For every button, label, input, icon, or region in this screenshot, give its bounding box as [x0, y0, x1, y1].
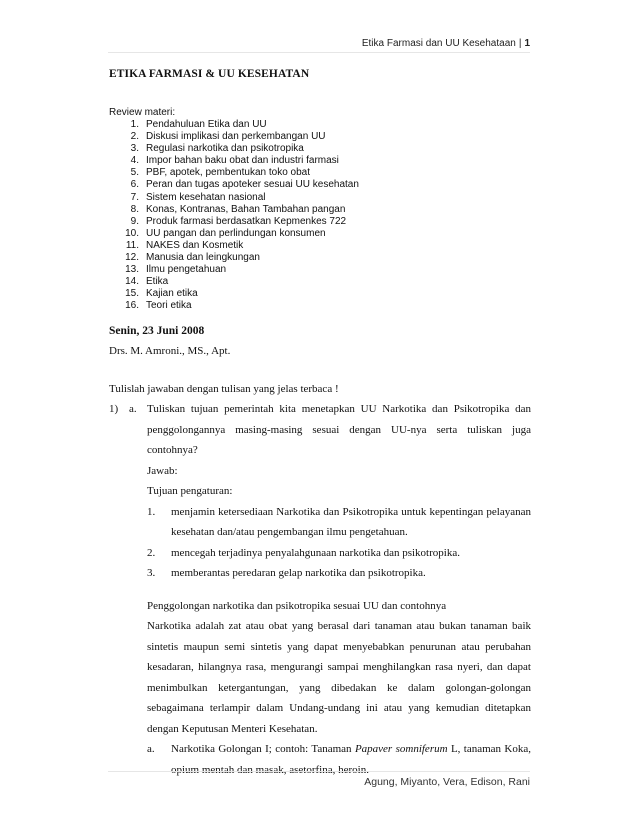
review-item-number: 5. — [130, 167, 139, 179]
lecturer-name: Drs. M. Amroni., MS., Apt. — [109, 345, 231, 357]
goal-line: menjamin ketersediaan Narkotika dan Psikotropika untuk kepentingan pelayanan — [171, 505, 531, 518]
review-item-number: 12. — [125, 252, 139, 264]
question-1 — [109, 399, 531, 780]
golongan-item — [147, 739, 531, 780]
footer-authors: Agung, Miyanto, Vera, Edison, Rani — [364, 776, 530, 788]
review-item-text: Etika — [146, 276, 169, 288]
review-item-text: Sistem kesehatan nasional — [146, 191, 266, 203]
goal-item — [147, 563, 531, 584]
review-item-text: Impor bahan baku obat dan industri farmasi — [146, 155, 339, 167]
goal-number: 1. — [147, 505, 156, 518]
review-item-text: Ilmu pengetahuan — [146, 264, 227, 276]
review-item-number: 16. — [125, 300, 139, 312]
golongan-text-after: L, tanaman Koka, — [450, 743, 532, 755]
review-item-text: UU pangan dan perlindungan konsumen — [146, 227, 326, 239]
goals-label: Tujuan pengaturan: — [147, 485, 233, 497]
goal-line: memberantas peredaran gelap narkotika dan psikotropika. — [171, 567, 426, 579]
review-item-text: Konas, Kontranas, Bahan Tambahan pangan — [146, 203, 346, 215]
definition-line: menimbulkan ketergantungan, yang dibedakan ke dalam golongan-golongan — [147, 681, 531, 694]
page-number: 1 — [524, 38, 530, 49]
question-body — [147, 399, 531, 780]
review-item-number: 13. — [125, 264, 139, 276]
review-item-text: Regulasi narkotika dan psikotropika — [146, 143, 304, 155]
document-title: ETIKA FARMASI & UU KESEHATAN — [109, 68, 310, 80]
question-number: 1) — [109, 403, 119, 415]
review-item-number: 7. — [130, 191, 139, 203]
review-label: Review materi: — [109, 107, 176, 118]
review-item-number: 4. — [130, 155, 139, 167]
golongan-letter: a. — [147, 743, 155, 755]
golongan-line — [171, 739, 531, 760]
question-line-1: Tuliskan tujuan pemerintah kita menetapkan UU Narkotika dan Psikotropika dan — [147, 403, 531, 415]
review-item-number: 6. — [130, 179, 139, 191]
species-name: Papaver somniferum — [354, 743, 448, 755]
goal-item — [147, 502, 531, 543]
header-separator: | — [518, 38, 522, 49]
question-part: a. — [129, 403, 137, 415]
definition-line: sebagaimana terlampir dalam Undang-undang ini atau yang kemudian ditetapkan — [147, 702, 531, 714]
question-line-2: penggolongannya masing-masing sesuai dengan UU-nya serta tuliskan juga contohnya? — [147, 423, 531, 456]
review-item-number: 8. — [130, 203, 139, 215]
classification-heading: Penggolongan narkotika dan psikotropika sesuai UU dan contohnya — [147, 599, 447, 612]
footer-rule — [108, 771, 530, 772]
review-item-text: PBF, apotek, pembentukan toko obat — [146, 167, 310, 179]
review-item-text: Produk farmasi berdasatkan Kepmenkes 722 — [146, 215, 347, 227]
spacer — [147, 584, 531, 596]
review-item-number: 10. — [125, 227, 139, 239]
definition-line: dengan Keputusan Menteri Kesehatan. — [147, 722, 318, 735]
goal-number: 3. — [147, 567, 156, 579]
goal-line: kesehatan dan/atau pengembangan ilmu pengetahuan. — [171, 526, 408, 538]
review-item-text: Kajian etika — [146, 288, 198, 300]
review-item-number: 15. — [125, 288, 139, 300]
review-item-number: 1. — [130, 119, 139, 130]
review-item-number: 9. — [130, 215, 139, 227]
definition-line: kesadaran, hilangnya rasa, mengurangi sampai menghilangkan rasa nyeri, dan dapat — [147, 661, 531, 673]
review-item-number: 3. — [130, 143, 139, 155]
session-date: Senin, 23 Juni 2008 — [109, 325, 205, 337]
review-item-text: Diskusi implikasi dan perkembangan UU — [146, 131, 326, 143]
page-header — [362, 38, 530, 49]
answer-label: Jawab: — [147, 464, 178, 477]
definition-line: sintetis maupun semi sintetis yang dapat menyebabkan penurunan atau perubahan — [147, 640, 531, 653]
review-item-text: Teori etika — [146, 300, 192, 312]
review-item-text: Peran dan tugas apoteker sesuai UU kesehatan — [146, 179, 359, 191]
review-item-number: 14. — [125, 276, 139, 288]
review-item-text: Pendahuluan Etika dan UU — [146, 119, 267, 130]
goal-number: 2. — [147, 546, 156, 559]
golongan-line-2: opium mentah dan masak, asetorfina, heroin. — [171, 763, 369, 776]
review-item-number: 11. — [125, 239, 139, 251]
review-item-number: 2. — [130, 131, 139, 143]
header-title: Etika Farmasi dan UU Kesehataan — [361, 38, 516, 49]
goal-line: mencegah terjadinya penyalahgunaan narkotika dan psikotropika. — [171, 546, 460, 559]
golongan-text: Narkotika Golongan I; contoh: Tanaman — [171, 743, 352, 755]
header-rule — [108, 52, 530, 53]
review-item-text: NAKES dan Kosmetik — [146, 239, 244, 251]
review-item-text: Manusia dan leingkungan — [146, 252, 260, 264]
definition-line: Narkotika adalah zat atau obat yang berasal dari tanaman atau bukan tanaman baik — [147, 620, 531, 632]
instruction-text: Tulislah jawaban dengan tulisan yang jelas terbaca ! — [109, 383, 339, 395]
goal-item — [147, 543, 531, 564]
